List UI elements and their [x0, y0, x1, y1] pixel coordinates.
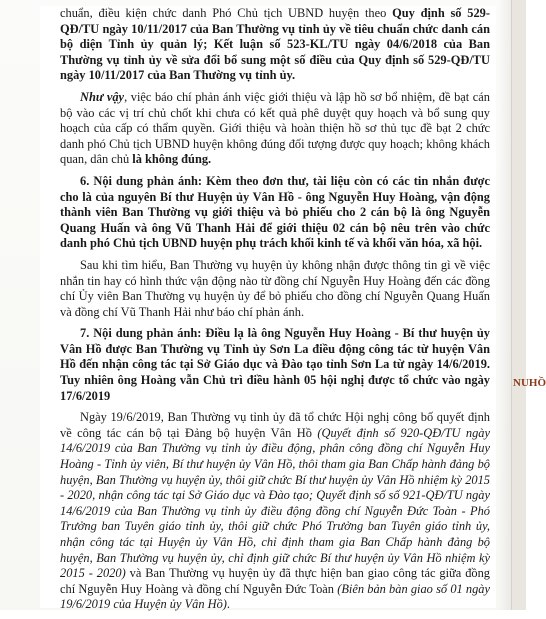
- paragraph-3: [60, 174, 490, 252]
- paragraph-5: [60, 326, 490, 404]
- paragraph-4: [60, 258, 490, 320]
- p2-lead: Như vậy: [80, 89, 125, 104]
- p6-handover-note: (Biên bản bàn giao số 01 ngày 19/6/2019 của Huyện ủy Vân Hồ): [60, 581, 490, 612]
- p5-heading: 7. Nội dung phản ánh: Điều lạ là ông Nguyễn Huy Hoàng - Bí thư huyện ủy Vân Hồ được Ban Thường vụ Tỉnh ủy Sơn La điều động công tác từ huyện Vân Hồ đến nhận công tác tại Sở Giáo dục và Đào tạo tỉnh Sơn La từ ngày 14/6/2019. Tuy nhiên ông Hoàng vẫn Chủ trì điều hành 05 hội nghị được tổ chức vào ngày 17/6/2019: [60, 326, 490, 403]
- page-fold-shadow: [498, 0, 512, 610]
- p6-decision-note: (Quyết định số 920-QĐ/TU ngày 14/6/2019 của Ban Thường vụ tỉnh ủy điều động, phân công đồng chí Nguyễn Huy Hoàng - Tỉnh ủy viên, Bí thư huyện ủy Vân Hồ, thôi tham gia Ban Chấp hành đảng bộ huyện, Ban Thường vụ huyện ủy, thôi giữ chức Bí thư huyện ủy Vân Hồ nhiệm kỳ 2015 - 2020, nhận công tác tại Sở Giáo dục và Đào tạo; Quyết định số số 921-QĐ/TU ngày 14/6/2019 của Ban Thường vụ tỉnh ủy điều động đồng chí Nguyễn Đức Toàn - Phó Trưởng ban Tuyên giáo tỉnh ủy, thôi giữ chức Phó Trưởng ban Tuyên giáo tỉnh ủy, nhận công tác tại Huyện ủy Vân Hồ, chỉ định tham gia Ban Chấp hành đảng bộ huyện, Ban Thường vụ huyện ủy, chỉ định giữ chức Bí thư huyện ủy Vân Hồ nhiệm kỳ 2015 - 2020): [60, 425, 491, 581]
- p1-bold-reference: Quy định số 529-QĐ/TU ngày 10/11/2017 của Ban Thường vụ tỉnh ủy về tiêu chuẩn chức danh cán bộ diện Tỉnh ủy quản lý; Kết luận số 523-KL/TU ngày 04/6/2018 của Ban Thường vụ tỉnh ủy về sửa đổi bổ sung một số điều của Quy định số 529-QĐ/TU ngày 10/11/2017 của Ban Thường vụ tỉnh ủy.: [60, 6, 490, 83]
- paragraph-2: [60, 90, 490, 168]
- p2-conclusion: là không đúng.: [132, 152, 212, 167]
- p6-text: Ngày 19/6/2019, Ban Thường vụ tỉnh ủy đã tổ chức Hội nghị công bố quyết định về công tác cán bộ tại Đảng bộ huyện Vân Hồ: [60, 410, 490, 440]
- paper-sheet: [40, 6, 496, 612]
- p1-text: chuẩn, điều kiện chức danh Phó Chủ tịch UBND huyện theo: [60, 6, 393, 20]
- p4-text: Sau khi tìm hiểu, Ban Thường vụ huyện ủy không nhận được thông tin gì về việc nhắn tin hay có hình thức vận động nào từ đồng chí Nguyễn Huy Hoàng đến các đồng chí Ủy viên Ban Thường vụ huyện ủy để bỏ phiếu cho đồng chí Nguyễn Quang Huấn và đồng chí Vũ Thanh Hải như báo chí phản ánh.: [60, 257, 490, 319]
- p3-heading: 6. Nội dung phản ánh: Kèm theo đơn thư, tài liệu còn có các tin nhắn được cho là của nguyên Bí thư Huyện ủy Vân Hồ - ông Nguyễn Huy Hoàng, vận động thành viên Ban Thường vụ giới thiệu và bỏ phiếu cho 2 cán bộ là ông Nguyễn Quang Huấn và ông Vũ Thanh Hải để giới thiệu 02 cán bộ nêu trên vào chức danh phó Chủ tịch UBND huyện phụ trách khối kinh tế và khối văn hóa, xã hội.: [60, 173, 490, 251]
- paragraph-1: [60, 6, 490, 84]
- document-body: [60, 6, 490, 619]
- p6-text-cont: và Ban Thường vụ huyện ủy đã thực hiện ban giao công tác giữa đồng chí Nguyễn Huy Hoàng và đồng chí Nguyễn Đức Toàn: [60, 566, 490, 596]
- p6-end: .: [226, 597, 231, 612]
- paragraph-6: [60, 410, 490, 613]
- adjacent-page-text: NUHỒ: [513, 377, 546, 389]
- p2-text: , việc báo chí phản ánh việc giới thiệu và lập hồ sơ bổ nhiệm, đề bạt cán bộ vào các vị trí chủ chốt khi chưa có kết quả phê duyệt quy hoạch và bổ sung quy hoạch của cấp có thẩm quyền. Giới thiệu và hoàn thiện hồ sơ thủ tục đề bạt 2 chức danh phó Chủ tịch UBND huyện không đúng đối tượng được quy hoạch; không khách quan, dân chủ: [60, 89, 490, 167]
- adjacent-page-edge: [511, 0, 546, 610]
